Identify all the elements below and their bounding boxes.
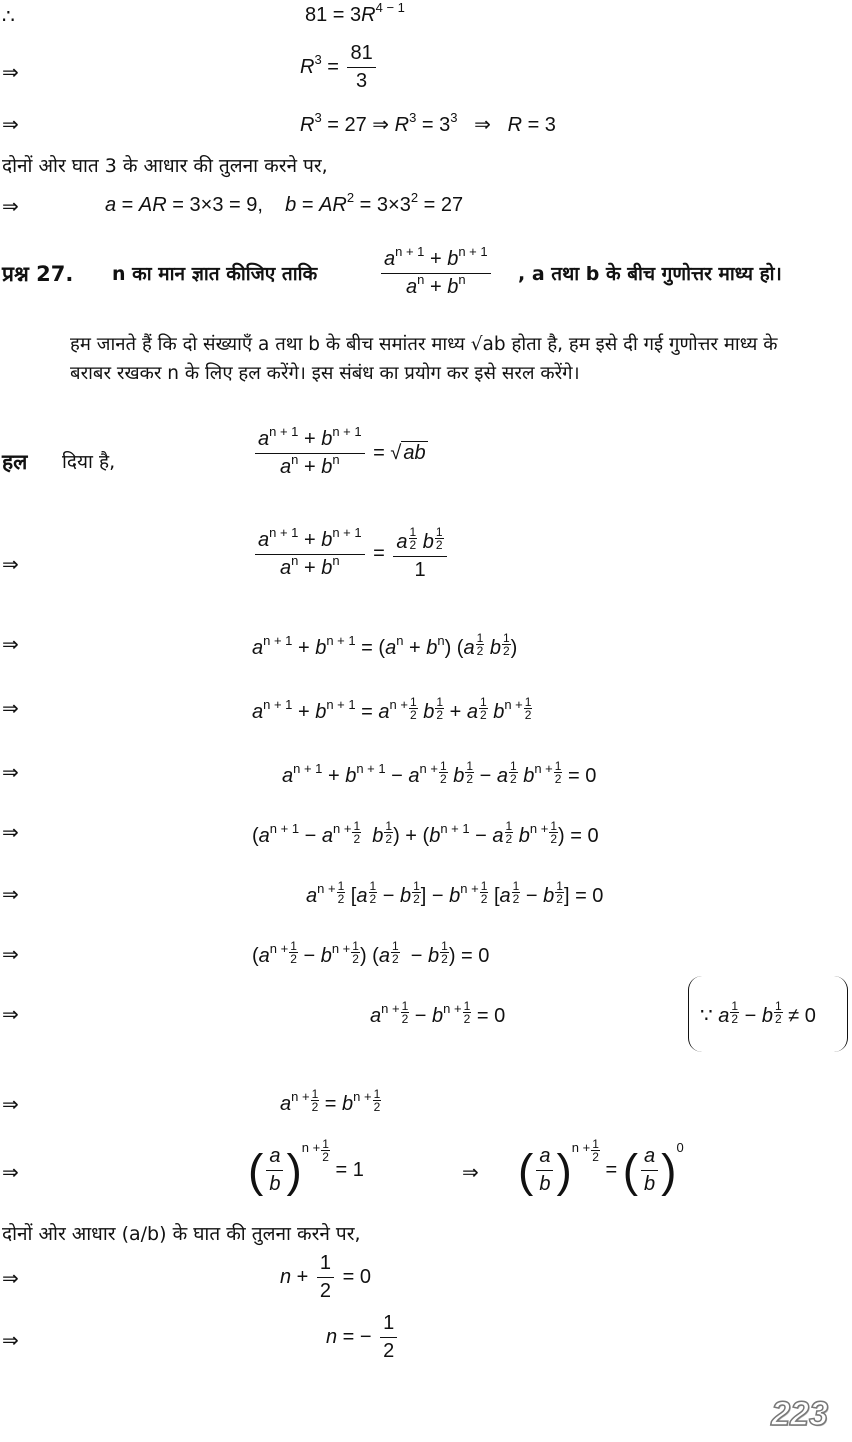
equation-step-j-left: ( $\frac{a}{b}$ )$^{n +}$ $\frac{1}{2}$ = 1	[248, 1137, 364, 1197]
implies-symbol: ⇒	[2, 1092, 19, 1116]
implies-symbol: ⇒	[2, 552, 19, 576]
equation-r-cubed-fraction: $R^3$ = $\frac{81}{3}$	[300, 42, 379, 93]
implies-symbol: ⇒	[2, 760, 19, 784]
equation-step-k: n + $\frac{1}{2}$ = 0	[280, 1252, 371, 1302]
equation-step-b: $a^{n + 1} + b^{n + 1} = (a^n + b^n)$ (a $\frac{1}{2}$ b $\frac{1}{2}$ )	[252, 631, 518, 659]
question-text-a: n का मान ज्ञात कीजिए ताकि	[112, 263, 318, 285]
implies-symbol: ⇒	[2, 1002, 19, 1026]
equation-r-equals-3: $R^3 = 27$ ⇒ $R^3 = 3^3$ ⇒ R = 3	[300, 110, 556, 136]
implies-symbol: ⇒	[2, 60, 19, 84]
given-text: दिया है,	[62, 451, 116, 473]
equation-step-j-right: ( $\frac{a}{b}$ )$^{n +}$ $\frac{1}{2}$ = ( $\frac{a}{b}$ )$^0$	[518, 1137, 684, 1197]
equation-step-h: $a^{n +}$ $\frac{1}{2}$ − $b^{n +}$ $\frac{1}{2}$ = 0	[370, 999, 506, 1027]
equation-step-e: ($a^{n + 1} - a^{n +}$ $\frac{1}{2}$ b $\frac{1}{2}$ ) + ($b^{n + 1} - a$ $\frac{1}{2}$ $b^{n +}$ $\frac{1}{2}$ ) = 0	[252, 819, 599, 847]
equation-step-f: $a^{n +}$ $\frac{1}{2}$ [a $\frac{1}{2}$ − b $\frac{1}{2}$ ] − $b^{n +}$ $\frac{1}{2}$ [a $\frac{1}{2}$ − b $\frac{1}{2}$ ] = 0	[306, 879, 604, 907]
equation-given: $\frac{a^{n + 1} + b^{n + 1}}{a^n + b^n}$ = √ ab	[252, 428, 428, 479]
implies-symbol: ⇒	[2, 1266, 19, 1290]
condition-not-equal: ∵ a $\frac{1}{2}$ − b $\frac{1}{2}$ ≠ 0	[700, 999, 816, 1027]
equation-81-equals: $81 = 3R^{4 - 1}$	[305, 0, 405, 26]
implies-symbol: ⇒	[2, 942, 19, 966]
implies-symbol: ⇒	[2, 820, 19, 844]
question-fraction: $\frac{a^{n + 1} + b^{n + 1}}{a^n + b^n}$	[378, 248, 494, 299]
therefore-symbol: ∴	[2, 4, 15, 28]
equation-step-a: $\frac{a^{n + 1} + b^{n + 1}}{a^n + b^n}$ = a $\frac{1}{2}$ b $\frac{1}{2}$ 1	[252, 526, 450, 582]
equation-step-l: n = − $\frac{1}{2}$	[326, 1312, 400, 1363]
implies-symbol: ⇒	[2, 696, 19, 720]
implies-symbol: ⇒	[2, 194, 19, 218]
question-text-b: , a तथा b के बीच गुणोत्तर माध्य हो।	[518, 263, 782, 285]
page-number: 223	[771, 1395, 828, 1433]
equation-step-c: $a^{n + 1} + b^{n + 1} = a^{n +}$ $\frac{1}{2}$ b $\frac{1}{2}$ + a $\frac{1}{2}$ $b^{n +}$ $\frac{1}{2}$	[252, 695, 532, 723]
implies-symbol: ⇒	[2, 1328, 19, 1352]
implies-inline: ⇒	[462, 1162, 479, 1184]
hint-note: हम जानते हैं कि दो संख्याएँ a तथा b के बीच समांतर माध्य √ab होता है, हम इसे दी गई गुणोत्तर माध्य के बराबर रखकर n के लिए हल करेंगे। इस संबंध का प्रयोग कर इसे सरल करेंगे।	[70, 334, 778, 384]
equation-step-g: ($a^{n +}$ $\frac{1}{2}$ − $b^{n +}$ $\frac{1}{2}$ ) (a $\frac{1}{2}$ − b $\frac{1}{2}$ ) = 0	[252, 939, 490, 967]
equation-step-i: $a^{n +}$ $\frac{1}{2}$ = $b^{n +}$ $\frac{1}{2}$	[280, 1087, 381, 1115]
compare-base-text: दोनों ओर आधार (a/b) के घात की तुलना करने पर,	[2, 1223, 361, 1245]
implies-symbol: ⇒	[2, 882, 19, 906]
implies-symbol: ⇒	[2, 632, 19, 656]
equation-step-d: $a^{n + 1} + b^{n + 1} - a^{n +}$ $\frac{1}{2}$ b $\frac{1}{2}$ − a $\frac{1}{2}$ $b^{n +}$ $\frac{1}{2}$ = 0	[282, 759, 597, 787]
compare-powers-text: दोनों ओर घात 3 के आधार की तुलना करने पर,	[2, 155, 328, 177]
implies-symbol: ⇒	[2, 1160, 19, 1184]
implies-symbol: ⇒	[2, 112, 19, 136]
solution-label: हल	[2, 450, 28, 474]
question-label: प्रश्न 27.	[2, 262, 74, 286]
equation-a-b-values: a = AR = 3×3 = 9, $b = AR^2 = 3\times 3^2 = 27$	[105, 190, 464, 216]
